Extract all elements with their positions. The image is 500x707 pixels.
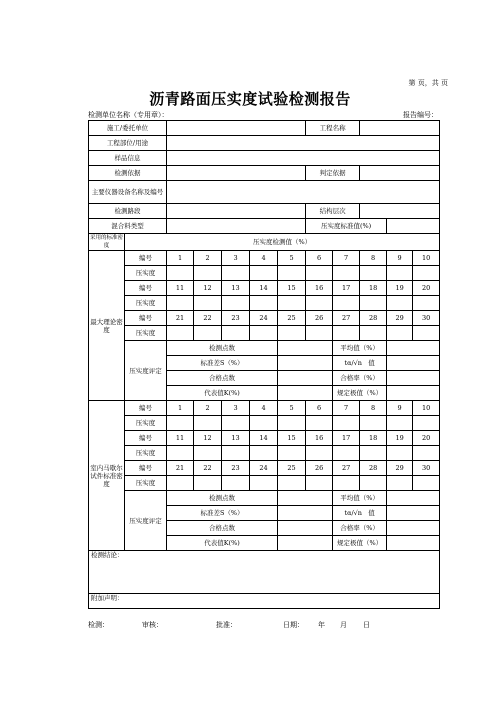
number-label: 编号 [125, 461, 167, 476]
compaction-value[interactable] [387, 446, 413, 461]
point-number: 12 [194, 431, 222, 446]
client-label: 施工/委托单位 [89, 121, 167, 136]
note-field[interactable]: 附加声明： [89, 594, 440, 609]
basis-value[interactable] [167, 166, 306, 181]
part-value[interactable] [167, 136, 440, 151]
point-number: 15 [278, 431, 306, 446]
point-number: 27 [333, 311, 360, 326]
point-number: 11 [167, 281, 194, 296]
compaction-value[interactable] [333, 326, 360, 341]
compaction-value[interactable] [194, 326, 222, 341]
compaction-value[interactable] [306, 416, 333, 431]
compaction-value[interactable] [250, 326, 278, 341]
std-label: 压实度标准值(%) [306, 219, 387, 234]
point-number: 3 [222, 401, 250, 416]
date-label: 日期： [283, 621, 304, 629]
compaction-value[interactable] [306, 446, 333, 461]
stat-value[interactable] [387, 506, 440, 521]
point-number: 2 [194, 401, 222, 416]
compaction-value[interactable] [360, 296, 387, 311]
compaction-value[interactable] [250, 266, 278, 281]
compaction-value[interactable] [278, 416, 306, 431]
point-number: 17 [333, 281, 360, 296]
stat-value[interactable] [387, 521, 440, 536]
evaluation-label: 压实度评定 [125, 491, 167, 551]
compaction-value[interactable] [413, 266, 440, 281]
mix-label: 混合料类型 [89, 219, 167, 234]
point-number: 3 [222, 251, 250, 266]
page-indicator: 第 页，共 页 [408, 79, 448, 87]
compaction-value[interactable] [222, 476, 250, 491]
compaction-value[interactable] [278, 296, 306, 311]
part-label: 工程部位/用途 [89, 136, 167, 151]
point-number: 29 [387, 461, 413, 476]
point-number: 28 [360, 461, 387, 476]
compaction-value[interactable] [194, 266, 222, 281]
point-number: 7 [333, 401, 360, 416]
stat-value[interactable] [278, 341, 333, 356]
compaction-value[interactable] [360, 416, 387, 431]
point-number: 16 [306, 281, 333, 296]
stat-value[interactable] [387, 341, 440, 356]
number-label: 编号 [125, 281, 167, 296]
formula-text: tα/√n [344, 359, 362, 367]
stat-label: 规定极值（%） [333, 536, 387, 551]
stat-value[interactable] [278, 536, 333, 551]
point-number: 20 [413, 281, 440, 296]
point-number: 22 [194, 311, 222, 326]
compaction-value[interactable] [413, 416, 440, 431]
compaction-value[interactable] [167, 446, 194, 461]
point-number: 13 [222, 431, 250, 446]
stat-value[interactable] [278, 356, 333, 371]
compaction-value[interactable] [306, 296, 333, 311]
tester-label: 检测： [88, 621, 109, 629]
section-value[interactable] [167, 204, 306, 219]
stat-label: 代表值K(%) [167, 386, 278, 401]
year-label: 年 [318, 621, 325, 629]
point-number: 18 [360, 281, 387, 296]
point-number: 30 [413, 461, 440, 476]
report-meta [88, 110, 438, 120]
stat-value[interactable] [278, 371, 333, 386]
point-number: 15 [278, 281, 306, 296]
compaction-value[interactable] [250, 446, 278, 461]
number-label: 编号 [125, 401, 167, 416]
density-header-right: 压实度检测值（%） [125, 234, 440, 251]
point-number: 27 [333, 461, 360, 476]
month-label: 月 [340, 621, 347, 629]
project-value[interactable] [360, 121, 440, 136]
stat-value[interactable] [387, 386, 440, 401]
point-number: 4 [250, 251, 278, 266]
compaction-value[interactable] [306, 476, 333, 491]
stat-value[interactable] [387, 356, 440, 371]
compaction-value[interactable] [333, 266, 360, 281]
stat-label: 合格点数 [167, 521, 278, 536]
point-number: 29 [387, 311, 413, 326]
stat-label: 合格点数 [167, 371, 278, 386]
compaction-label: 压实度 [125, 296, 167, 311]
compaction-value[interactable] [387, 266, 413, 281]
layer-value[interactable] [360, 204, 440, 219]
compaction-value[interactable] [333, 446, 360, 461]
compaction-value[interactable] [194, 476, 222, 491]
section-name: 室内马歇尔试件标准密度 [89, 401, 125, 551]
stat-label: 平均值（%） [333, 491, 387, 506]
compaction-value[interactable] [222, 446, 250, 461]
compaction-value[interactable] [333, 296, 360, 311]
compaction-value[interactable] [222, 296, 250, 311]
compaction-value[interactable] [222, 416, 250, 431]
point-number: 10 [413, 401, 440, 416]
project-label: 工程名称 [306, 121, 360, 136]
day-label: 日 [363, 621, 370, 629]
compaction-value[interactable] [387, 326, 413, 341]
compaction-value[interactable] [250, 476, 278, 491]
stat-value[interactable] [278, 491, 333, 506]
point-number: 16 [306, 431, 333, 446]
compaction-value[interactable] [167, 416, 194, 431]
stat-label: 合格率（%） [333, 371, 387, 386]
stat-value[interactable] [387, 491, 440, 506]
compaction-value[interactable] [360, 446, 387, 461]
compaction-value[interactable] [278, 266, 306, 281]
number-label: 编号 [125, 431, 167, 446]
stat-label [333, 506, 387, 521]
mix-value[interactable] [167, 219, 306, 234]
compaction-value[interactable] [413, 446, 440, 461]
judge-label: 判定依据 [306, 166, 360, 181]
compaction-label: 压实度 [125, 446, 167, 461]
compaction-value[interactable] [194, 446, 222, 461]
value-text: 值 [368, 359, 375, 367]
equipment-label: 主要仪器设备名称及编号 [89, 181, 167, 204]
point-number: 7 [333, 251, 360, 266]
point-number: 12 [194, 281, 222, 296]
conclusion-field[interactable]: 检测结论： [89, 551, 440, 594]
stat-label: 规定极值（%） [333, 386, 387, 401]
stat-label: 检测点数 [167, 491, 278, 506]
compaction-value[interactable] [278, 326, 306, 341]
compaction-value[interactable] [167, 296, 194, 311]
value-text: 值 [368, 509, 375, 517]
client-value[interactable] [167, 121, 306, 136]
compaction-value[interactable] [387, 416, 413, 431]
point-number: 14 [250, 431, 278, 446]
stat-value[interactable] [278, 521, 333, 536]
point-number: 18 [360, 431, 387, 446]
stat-label: 标准差S（%） [167, 356, 278, 371]
point-number: 9 [387, 401, 413, 416]
density-header-left: 采用的标准密度 [89, 235, 123, 249]
compaction-value[interactable] [250, 416, 278, 431]
point-number: 14 [250, 281, 278, 296]
point-number: 5 [278, 401, 306, 416]
compaction-label: 压实度 [125, 476, 167, 491]
point-number: 4 [250, 401, 278, 416]
basis-label: 检测依据 [89, 166, 167, 181]
compaction-value[interactable] [194, 296, 222, 311]
stat-label: 检测点数 [167, 341, 278, 356]
compaction-value[interactable] [360, 476, 387, 491]
compaction-value[interactable] [167, 476, 194, 491]
point-number: 1 [167, 401, 194, 416]
point-number: 11 [167, 431, 194, 446]
point-number: 24 [250, 461, 278, 476]
approver-label: 批准： [216, 621, 237, 629]
compaction-value[interactable] [306, 266, 333, 281]
stat-value[interactable] [387, 536, 440, 551]
point-number: 30 [413, 311, 440, 326]
compaction-value[interactable] [167, 266, 194, 281]
compaction-value[interactable] [413, 326, 440, 341]
point-number: 5 [278, 251, 306, 266]
number-label: 编号 [125, 311, 167, 326]
reviewer-label: 审核： [142, 621, 163, 629]
stat-value[interactable] [278, 386, 333, 401]
compaction-value[interactable] [387, 296, 413, 311]
compaction-value[interactable] [194, 416, 222, 431]
compaction-value[interactable] [222, 266, 250, 281]
point-number: 19 [387, 431, 413, 446]
point-number: 6 [306, 401, 333, 416]
compaction-value[interactable] [360, 326, 387, 341]
report-table [88, 120, 440, 609]
compaction-value[interactable] [413, 296, 440, 311]
point-number: 20 [413, 431, 440, 446]
point-number: 25 [278, 461, 306, 476]
compaction-label: 压实度 [125, 326, 167, 341]
stat-label: 合格率（%） [333, 521, 387, 536]
report-title: 沥青路面压实度试验检测报告 [149, 90, 351, 108]
formula-text: tα/√n [344, 509, 362, 517]
point-number: 25 [278, 311, 306, 326]
compaction-value[interactable] [387, 476, 413, 491]
stat-label [333, 356, 387, 371]
point-number: 13 [222, 281, 250, 296]
stat-value[interactable] [278, 506, 333, 521]
number-label: 编号 [125, 251, 167, 266]
compaction-value[interactable] [413, 476, 440, 491]
point-number: 26 [306, 461, 333, 476]
point-number: 26 [306, 311, 333, 326]
compaction-value[interactable] [306, 326, 333, 341]
evaluation-label: 压实度评定 [125, 341, 167, 401]
point-number: 9 [387, 251, 413, 266]
compaction-label: 压实度 [125, 416, 167, 431]
sample-value[interactable] [167, 151, 440, 166]
point-number: 23 [222, 311, 250, 326]
stat-label: 标准差S（%） [167, 506, 278, 521]
report-no-label: 报告编号： [403, 111, 438, 119]
point-number: 6 [306, 251, 333, 266]
compaction-label: 压实度 [125, 266, 167, 281]
layer-label: 结构层次 [306, 204, 360, 219]
compaction-value[interactable] [333, 476, 360, 491]
point-number: 8 [360, 401, 387, 416]
point-number: 21 [167, 311, 194, 326]
compaction-value[interactable] [278, 446, 306, 461]
section-label: 检测路段 [89, 204, 167, 219]
point-number: 8 [360, 251, 387, 266]
stat-label: 平均值（%） [333, 341, 387, 356]
unit-label: 检测单位名称（专用章）： [88, 111, 169, 119]
std-value[interactable] [387, 219, 440, 234]
point-number: 22 [194, 461, 222, 476]
stat-value[interactable] [387, 371, 440, 386]
point-number: 10 [413, 251, 440, 266]
point-number: 24 [250, 311, 278, 326]
compaction-value[interactable] [278, 476, 306, 491]
compaction-value[interactable] [333, 416, 360, 431]
compaction-value[interactable] [360, 266, 387, 281]
point-number: 28 [360, 311, 387, 326]
point-number: 1 [167, 251, 194, 266]
point-number: 19 [387, 281, 413, 296]
stat-label: 代表值K(%) [167, 536, 278, 551]
point-number: 21 [167, 461, 194, 476]
compaction-value[interactable] [167, 326, 194, 341]
sample-label: 样品信息 [89, 151, 167, 166]
compaction-value[interactable] [222, 326, 250, 341]
judge-value[interactable] [360, 166, 440, 181]
section-name: 最大理论密度 [89, 251, 125, 401]
point-number: 17 [333, 431, 360, 446]
point-number: 2 [194, 251, 222, 266]
equipment-value[interactable] [167, 181, 440, 204]
compaction-value[interactable] [250, 296, 278, 311]
point-number: 23 [222, 461, 250, 476]
